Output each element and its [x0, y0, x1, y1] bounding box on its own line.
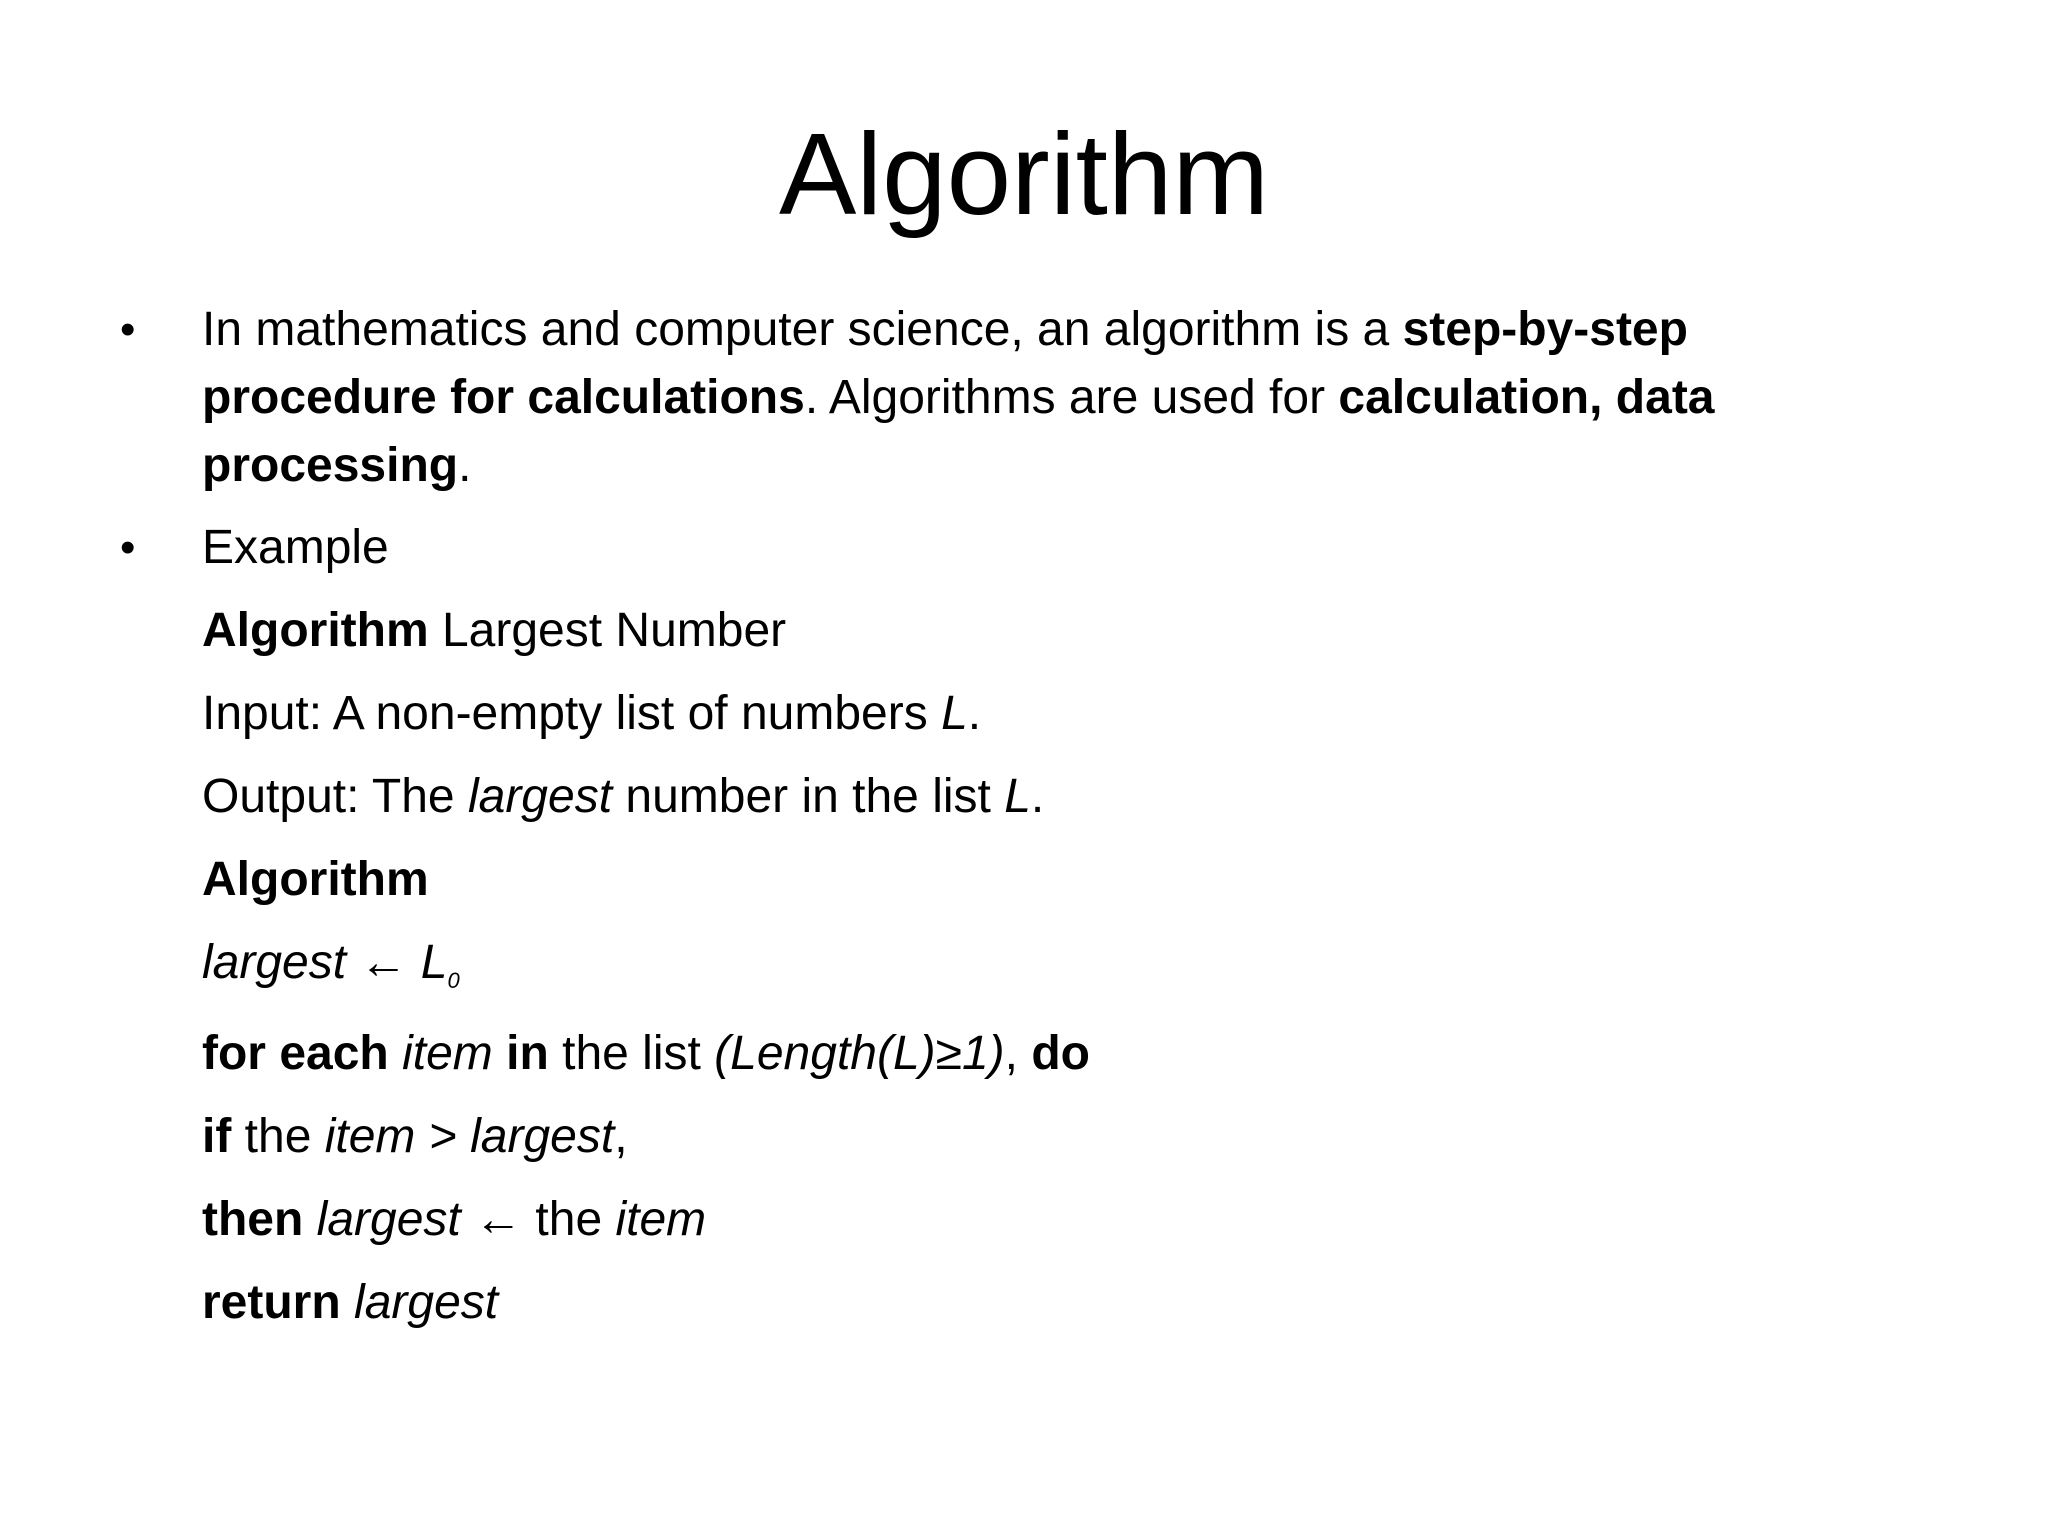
output-middle: number in the list	[612, 770, 1005, 823]
output-var-list: L	[1004, 770, 1031, 823]
space	[389, 1027, 402, 1080]
space	[303, 1193, 316, 1246]
definition-bold-procedure: step-by-step procedure for calculations	[202, 303, 1688, 424]
in-keyword: in	[506, 1027, 549, 1080]
for-text: the list	[548, 1027, 715, 1080]
return-var: largest	[354, 1276, 499, 1329]
do-keyword: do	[1031, 1027, 1090, 1080]
assign-line	[202, 929, 1842, 997]
algorithm-title-line	[202, 597, 1842, 665]
then-var-item: item	[615, 1193, 707, 1246]
bullet-marker: •	[120, 523, 136, 572]
then-arrow: ← the	[460, 1193, 616, 1246]
definition-middle: . Algorithms are used for	[804, 371, 1339, 424]
assign-var: largest	[202, 936, 347, 989]
if-expression: item > largest	[324, 1110, 615, 1163]
input-end: .	[967, 687, 982, 740]
algorithm-name: Largest Number	[428, 604, 787, 657]
for-each-keyword: for each	[202, 1027, 389, 1080]
output-text: Output: The	[202, 770, 468, 823]
for-condition: (Length(L)≥1)	[714, 1027, 1005, 1080]
input-var: L	[941, 687, 968, 740]
output-line	[202, 763, 1842, 831]
definition-intro: In mathematics and computer science, an algorithm is a	[202, 303, 1403, 356]
space	[493, 1027, 506, 1080]
return-line	[202, 1269, 1842, 1337]
output-var-largest: largest	[467, 770, 613, 823]
if-line	[202, 1103, 1842, 1171]
then-var-largest: largest	[316, 1193, 461, 1246]
if-comma: ,	[614, 1110, 628, 1163]
slide-title: Algorithm	[779, 109, 1269, 239]
input-line	[202, 680, 1842, 748]
input-text: Input: A non-empty list of numbers	[202, 687, 942, 740]
if-text: the	[231, 1110, 325, 1163]
if-keyword: if	[202, 1110, 232, 1163]
assign-arrow: ←	[346, 936, 421, 989]
definition-bold-uses: calculation, data processing	[202, 371, 1715, 492]
definition-text	[202, 296, 1842, 500]
algorithm-keyword: Algorithm	[202, 604, 429, 657]
then-line	[202, 1186, 1842, 1254]
example-label: Example	[202, 521, 389, 574]
then-keyword: then	[202, 1193, 304, 1246]
output-end: .	[1030, 770, 1045, 823]
assign-subscript: 0	[447, 968, 460, 993]
space	[341, 1276, 354, 1329]
for-comma: ,	[1004, 1027, 1032, 1080]
return-keyword: return	[202, 1276, 341, 1329]
algorithm-keyword: Algorithm	[202, 853, 429, 906]
assign-rhs: L	[420, 936, 448, 989]
definition-end: .	[458, 439, 472, 492]
for-each-line	[202, 1020, 1842, 1088]
for-item-var: item	[402, 1027, 493, 1080]
bullet-marker: •	[120, 305, 136, 354]
algorithm-keyword-line	[202, 846, 1842, 914]
